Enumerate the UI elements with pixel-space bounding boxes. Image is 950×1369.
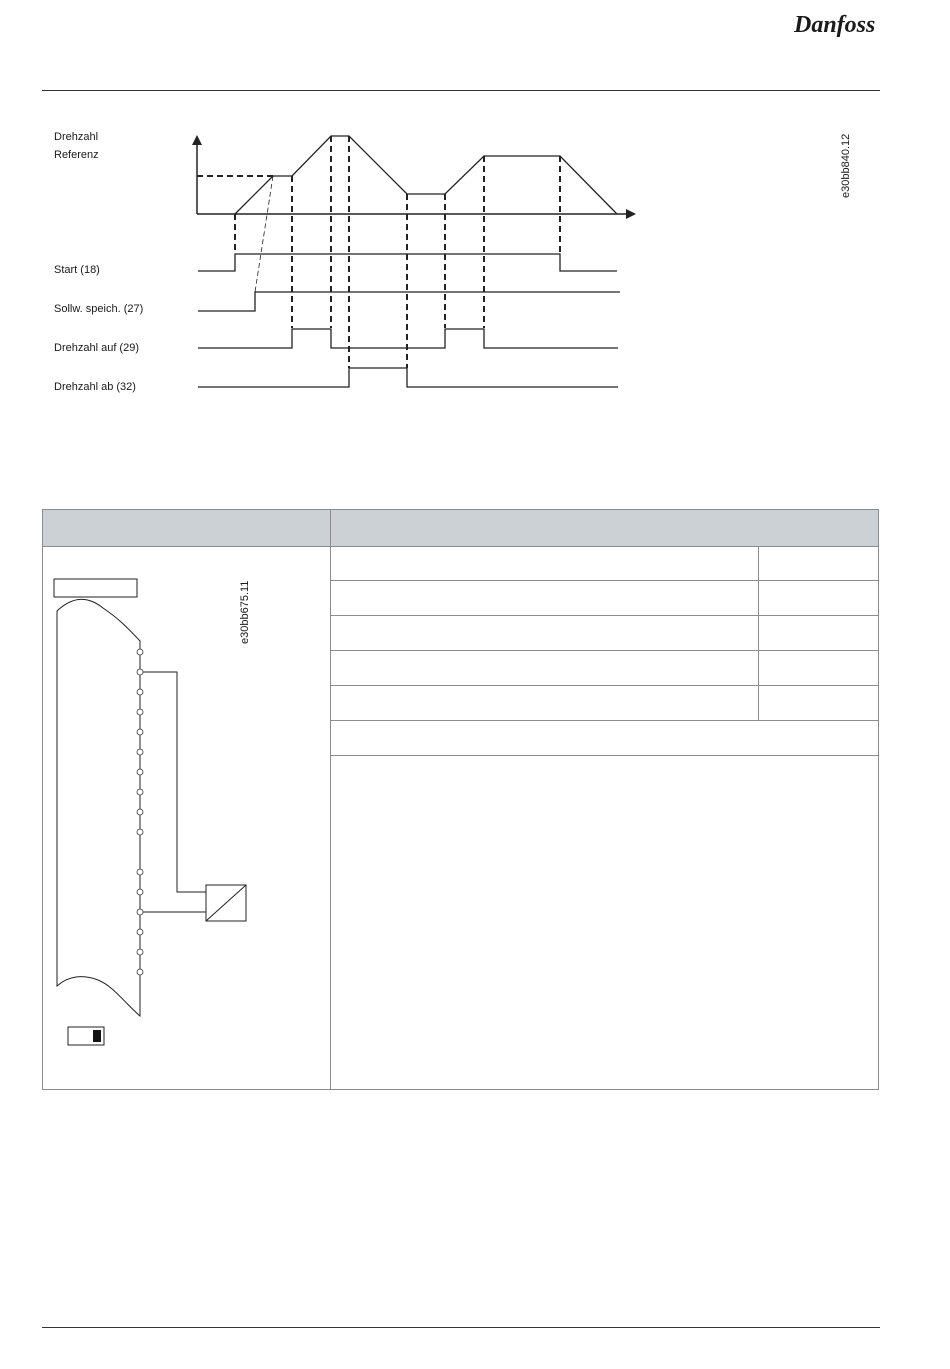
- header-rule: [42, 90, 880, 91]
- timing-diagram: [0, 120, 950, 420]
- table-row: [331, 546, 878, 581]
- terminal: [137, 669, 143, 675]
- wiring-diagram: [43, 546, 330, 1089]
- wire-upper: [143, 672, 206, 892]
- terminal: [137, 969, 143, 975]
- label-speed-down: Drehzahl ab (32): [54, 381, 136, 393]
- terminal: [137, 949, 143, 955]
- logo-text: Danfoss: [794, 12, 876, 38]
- label-hold-reference: Sollw. speich. (27): [54, 303, 144, 315]
- label-speed-up: Drehzahl auf (29): [54, 342, 139, 354]
- table-header: [43, 510, 878, 547]
- table-row: [331, 651, 878, 686]
- terminal: [137, 789, 143, 795]
- wiring-figure-code: e30bb675.11: [239, 580, 251, 644]
- signal-speed-down: [198, 368, 618, 387]
- control-board-outline: [57, 599, 140, 1016]
- table-row: [331, 581, 878, 616]
- terminal: [137, 869, 143, 875]
- speed-axis-arrow: [192, 135, 202, 145]
- switch-toggle: [93, 1030, 101, 1042]
- timing-figure-code: e30bb840.12: [840, 133, 852, 198]
- terminal: [137, 729, 143, 735]
- terminal: [137, 769, 143, 775]
- terminal: [137, 909, 143, 915]
- wiring-svg: [43, 546, 330, 1089]
- signal-hold-reference: [198, 292, 620, 311]
- timing-waveforms: [0, 120, 950, 420]
- label-speed: Drehzahl: [54, 131, 99, 143]
- label-start: Start (18): [54, 264, 100, 276]
- reference-link: [255, 176, 273, 292]
- drive-label-box: [54, 579, 137, 597]
- terminal: [137, 749, 143, 755]
- terminal: [137, 929, 143, 935]
- label-reference: Referenz: [54, 149, 99, 161]
- table-row: [331, 686, 878, 721]
- header-separator: [330, 510, 331, 546]
- terminal: [137, 829, 143, 835]
- speed-curve: [235, 136, 617, 214]
- terminal: [137, 689, 143, 695]
- danfoss-logo: [792, 4, 884, 44]
- terminal: [137, 809, 143, 815]
- table-row: [331, 616, 878, 651]
- terminal: [137, 709, 143, 715]
- table-row-wide: [331, 721, 878, 756]
- footer-rule: [42, 1327, 880, 1328]
- example-table: [42, 509, 879, 1090]
- terminal: [137, 649, 143, 655]
- terminal: [137, 889, 143, 895]
- time-axis-arrow: [626, 209, 636, 219]
